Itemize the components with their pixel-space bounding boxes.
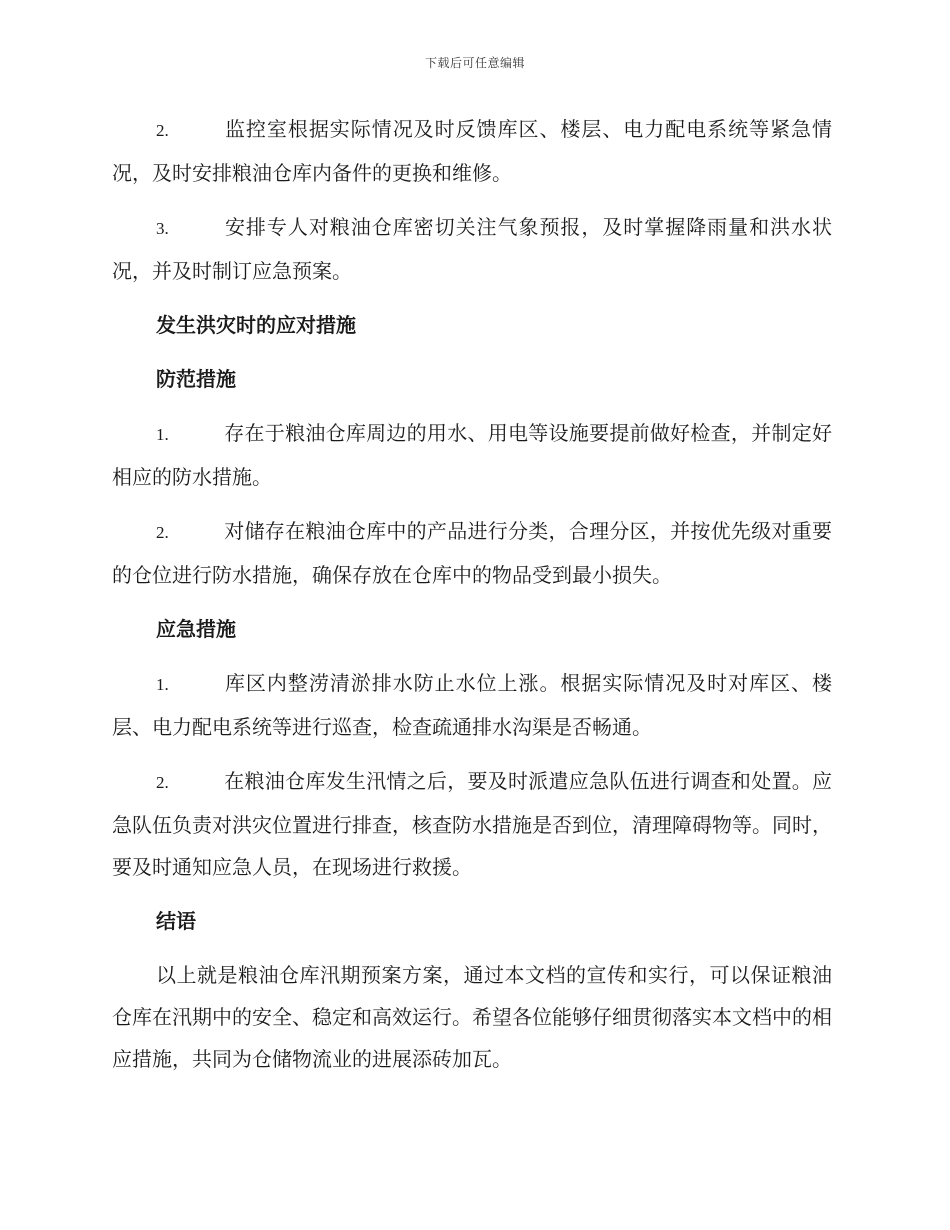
section-heading: 结语 xyxy=(156,909,196,933)
document-body xyxy=(112,108,832,1092)
subsection-heading: 应急措施 xyxy=(156,617,236,641)
list-item-number: 2. xyxy=(156,121,169,140)
body-paragraph: 以上就是粮油仓库汛期预案方案，通过本文档的宣传和实行，可以保证粮油仓库在汛期中的安全、稳定和高效运行。希望各位能够仔细贯彻落实本文档中的相应措施，共同为仓储物流业的进展添砖加瓦。 xyxy=(112,963,832,1071)
list-item-text: 库区内整涝清淤排水防止水位上涨。根据实际情况及时对库区、楼层、电力配电系统等进行巡查，检查疏通排水沟渠是否畅通。 xyxy=(112,671,832,739)
list-item-number: 3. xyxy=(156,219,169,238)
list-item-number: 2. xyxy=(156,773,169,792)
list-item xyxy=(112,760,832,888)
list-item-number: 1. xyxy=(156,425,169,444)
page-header: 下载后可任意编辑 xyxy=(424,56,525,70)
list-item-text: 安排专人对粮油仓库密切关注气象预报，及时掌握降雨量和洪水状况，并及时制订应急预案。 xyxy=(112,215,832,283)
list-item-number: 2. xyxy=(156,523,169,542)
list-item-text: 监控室根据实际情况及时反馈库区、楼层、电力配电系统等紧急情况，及时安排粮油仓库内备件的更换和维修。 xyxy=(112,117,832,185)
list-item-text: 存在于粮油仓库周边的用水、用电等设施要提前做好检查，并制定好相应的防水措施。 xyxy=(112,421,832,489)
list-item-text: 在粮油仓库发生汛情之后，要及时派遣应急队伍进行调查和处置。应急队伍负责对洪灾位置进行排查，核查防水措施是否到位，清理障碍物等。同时，要及时通知应急人员，在现场进行救援。 xyxy=(112,769,832,879)
list-item xyxy=(112,412,832,498)
list-item-number: 1. xyxy=(156,675,169,694)
list-item xyxy=(112,108,832,194)
list-item xyxy=(112,662,832,748)
list-item xyxy=(112,206,832,292)
list-item xyxy=(112,510,832,596)
list-item-text: 对储存在粮油仓库中的产品进行分类，合理分区，并按优先级对重要的仓位进行防水措施，确保存放在仓库中的物品受到最小损失。 xyxy=(112,519,832,587)
subsection-heading: 防范措施 xyxy=(156,367,236,391)
section-heading: 发生洪灾时的应对措施 xyxy=(156,313,356,337)
